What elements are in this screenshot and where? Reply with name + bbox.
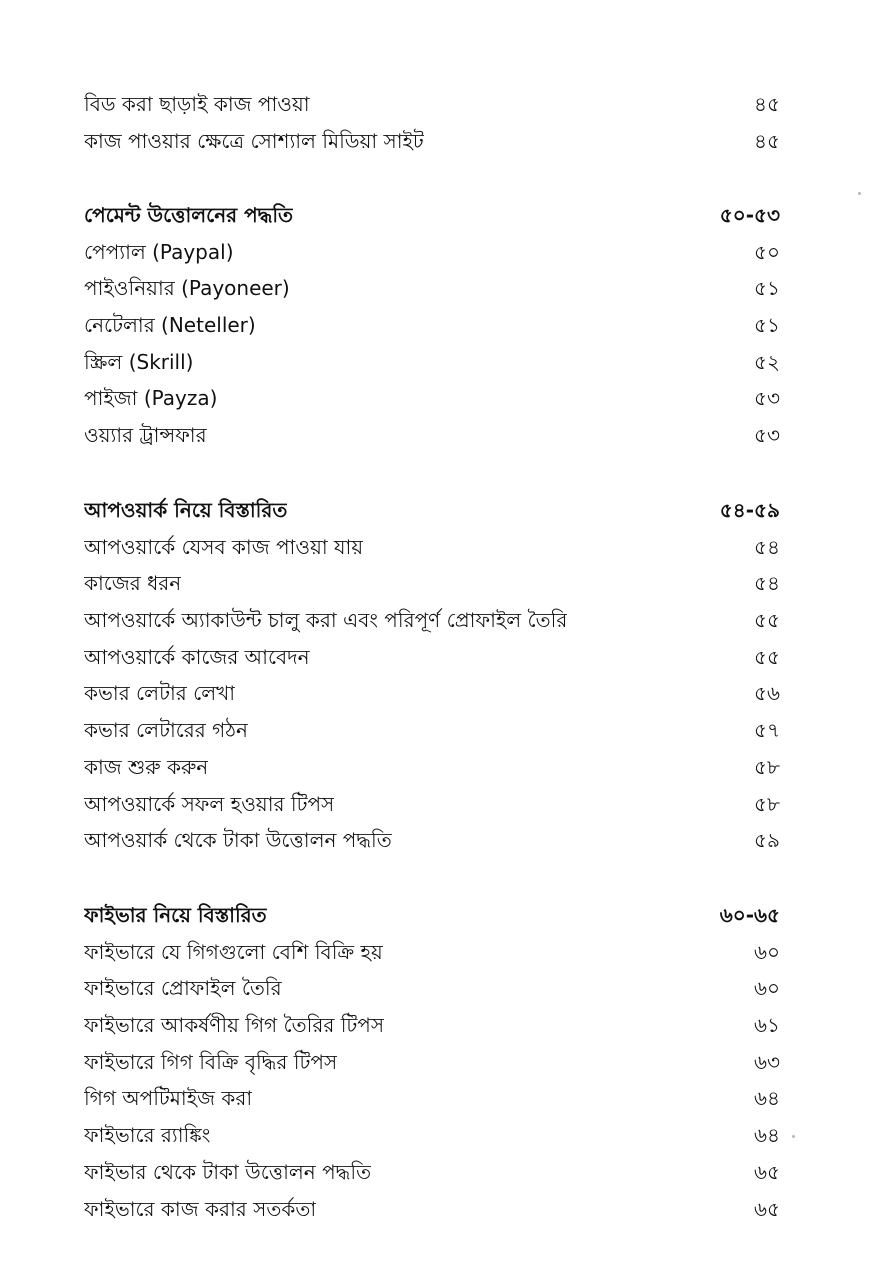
toc-entry-title: আপওয়ার্কে অ্যাকাউন্ট চালু করা এবং পরিপূর্ণ প্রোফাইল তৈরি [84,608,568,633]
toc-entry-title: ওয়্যার ট্রান্সফার [84,423,207,448]
toc-entry-title: ফাইভার থেকে টাকা উত্তোলন পদ্ধতি [84,1159,372,1184]
toc-entry-title: পেপ্যাল (Paypal) [84,239,234,264]
toc-entry-page: ৬৫ [754,1196,780,1221]
toc-heading-title: ফাইভার নিয়ে বিস্তারিত [84,903,267,927]
toc-entry-page: ৬৪ [754,1086,780,1111]
toc-section-upwork [84,492,780,859]
toc-entry-title: আপওয়ার্ক থেকে টাকা উত্তোলন পদ্ধতি [84,828,392,853]
toc-entry [84,934,780,971]
toc-section-continuation [84,86,780,159]
toc-entry [84,675,780,712]
toc-entry-title: ফাইভারে যে গিগগুলো বেশি বিক্রি হয় [84,939,383,964]
toc-entry-page: ৫৩ [754,386,780,411]
toc-entry-page: ৬৩ [753,1049,780,1074]
toc-entry-title: কাজ পাওয়ার ক্ষেত্রে সোশ্যাল মিডিয়া সাইট [84,128,424,153]
toc-entry [84,270,780,307]
toc-entry [84,234,780,271]
toc-entry-title: কাজের ধরন [84,571,182,596]
toc-entry-page: ৫২ [754,349,780,374]
toc-entry-title: ফাইভারে গিগ বিক্রি বৃদ্ধির টিপস [84,1049,338,1074]
toc-entry-page: ৪৫ [754,92,780,116]
toc-entry-page: ৫৫ [754,644,780,669]
toc-entry-page: ৫৮ [754,754,780,779]
toc-section-payment [84,197,780,454]
toc-entry-title: কাজ শুরু করুন [84,754,209,779]
scan-speck [792,1135,795,1138]
toc-entry-page: ৫৬ [754,681,780,706]
toc-entry [84,1044,780,1081]
toc-entry-title: ফাইভারে আকর্ষণীয় গিগ তৈরির টিপস [84,1013,385,1038]
toc-entry-page: ৪৫ [754,128,780,153]
toc-entry-title: নেটেলার (Neteller) [84,313,256,338]
toc-entry-title: ফাইভারে প্রোফাইল তৈরি [84,976,282,1001]
toc-entry [84,1007,780,1044]
toc-entry-page: ৬৪ [754,1123,780,1148]
toc-entry [84,565,780,602]
toc-entry-title: গিগ অপটিমাইজ করা [84,1086,253,1111]
toc-entry [84,344,780,381]
toc-entry-title: আপওয়ার্কে যেসব কাজ পাওয়া যায় [84,534,364,559]
toc-entry-page: ৬৫ [754,1159,780,1184]
toc-entry-title: পাইওনিয়ার (Payoneer) [84,276,290,301]
toc-entry [84,712,780,749]
toc-heading-pages: ৫৪-৫৯ [719,498,780,522]
toc-entry [84,1080,780,1117]
toc-entry [84,602,780,639]
toc-entry-page: ৫৪ [754,571,780,596]
toc-heading-title: আপওয়ার্ক নিয়ে বিস্তারিত [84,498,288,522]
toc-entry-page: ৬০ [753,976,780,1001]
toc-entry-page: ৫১ [754,313,780,338]
toc-entry-title: বিড করা ছাড়াই কাজ পাওয়া [84,92,310,116]
scan-speck [858,192,861,195]
toc-heading-title: পেমেন্ট উত্তোলনের পদ্ধতি [84,203,294,227]
toc-entry [84,1154,780,1191]
toc-entry-page: ৫৫ [754,608,780,633]
toc-heading-pages: ৬০-৬৫ [719,903,780,927]
toc-section-heading [84,897,780,934]
toc-entry [84,970,780,1007]
toc-section-heading [84,197,780,234]
toc-entry-page: ৫৩ [754,423,780,448]
toc-section-fiverr [84,897,780,1227]
toc-entry-title: আপওয়ার্কে সফল হওয়ার টিপস [84,791,335,816]
toc-entry [84,529,780,566]
toc-entry [84,822,780,859]
toc-entry [84,307,780,344]
toc-entry [84,123,780,160]
toc-section-heading [84,492,780,529]
toc-entry-title: পাইজা (Payza) [84,386,218,411]
toc-entry-page: ৬০ [753,939,780,964]
toc-heading-pages: ৫০-৫৩ [719,203,780,227]
toc-entry-page: ৫০ [754,239,780,264]
toc-entry [84,86,780,123]
toc-entry [84,380,780,417]
toc-entry [84,639,780,676]
toc-entry-title: আপওয়ার্কে কাজের আবেদন [84,644,310,669]
toc-entry-page: ৫৭ [754,718,780,743]
toc-entry-page: ৫৮ [754,791,780,816]
toc-entry-page: ৫১ [754,276,780,301]
toc-entry-title: ফাইভারে কাজ করার সতর্কতা [84,1196,317,1221]
toc-entry-title: ফাইভারে র‌্যাঙ্কিং [84,1123,211,1148]
toc-entry [84,749,780,786]
toc-entry-page: ৬১ [754,1013,780,1038]
toc-entry-page: ৫৪ [754,534,780,559]
toc-entry [84,1191,780,1228]
toc-entry-title: কভার লেটারের গঠন [84,718,248,743]
toc-entry [84,417,780,454]
toc-entry-title: স্ক্রিল (Skrill) [84,349,194,374]
toc-entry-title: কভার লেটার লেখা [84,681,236,706]
toc-entry-page: ৫৯ [754,828,780,853]
toc-entry [84,786,780,823]
toc-entry [84,1117,780,1154]
